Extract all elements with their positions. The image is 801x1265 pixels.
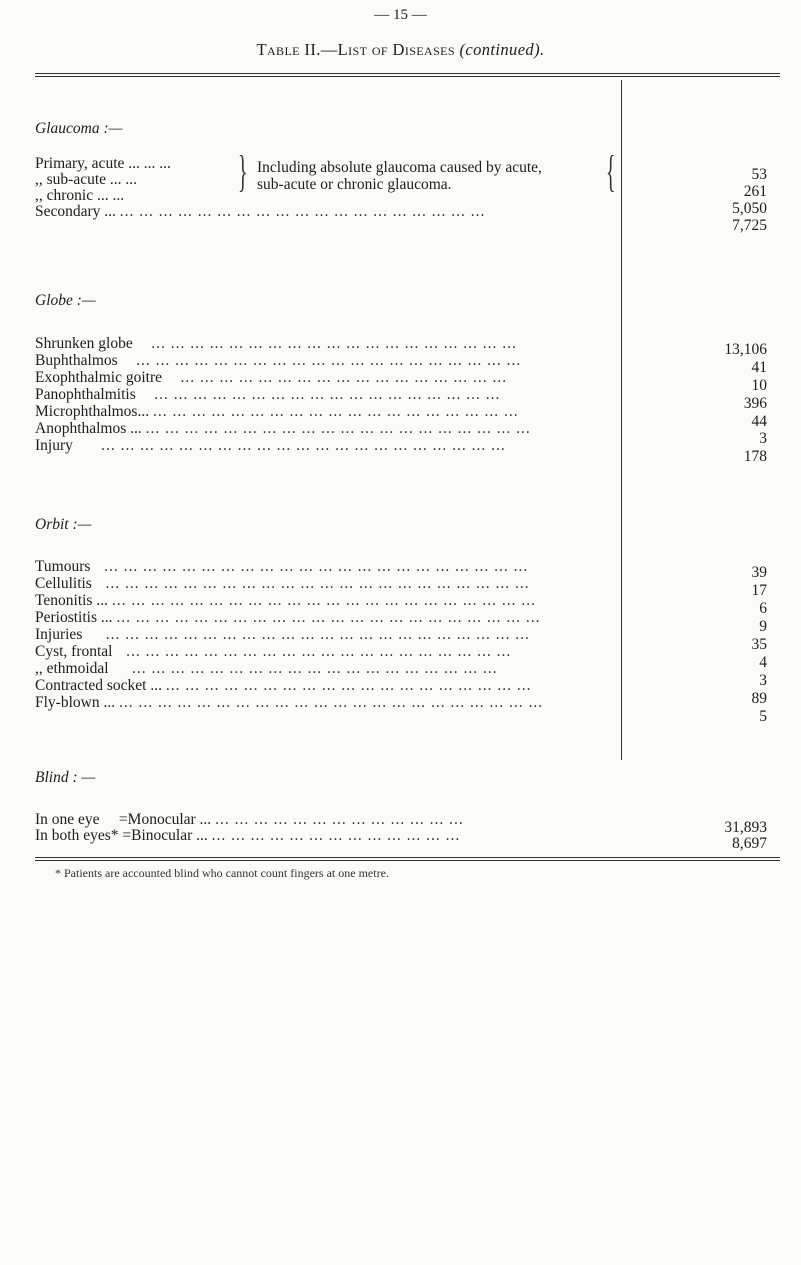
row-label: Anophthalmos ... [35,420,142,437]
row-value: 31,893 [724,819,767,836]
row-value: 6 [759,600,767,617]
row-value: 10 [751,377,767,394]
row-label: In one eye =Monocular ... [35,811,212,828]
row-label: Cyst, frontal [35,643,113,660]
section-heading-globe: Globe :— [35,292,96,309]
table-row: Injuries ... ... ... ... ... ... ... ... ... ... ... ... ... ... ... ... ... ... ... ... ... ... [35,626,530,643]
table-row: Anophthalmos ... ... ... ... ... ... ... ... ... ... ... ... ... ... ... ... ... ... ... ... ... [35,420,531,437]
footnote: * Patients are accounted blind who cannot count fingers at one metre. [55,866,389,880]
title-suffix: (continued). [459,40,545,59]
row-value: 89 [751,690,767,707]
row-label: Microphthalmos... [35,403,150,420]
table-row: In one eye =Monocular ... ... ... ... ... ... ... ... ... ... ... ... ... ... [35,811,464,828]
row-label: Shrunken globe [35,335,133,352]
row-label: Contracted socket ... [35,677,162,694]
row-value: 5,050 [732,200,767,217]
top-rule [35,73,780,74]
table-row: Tumours ... ... ... ... ... ... ... ... ... ... ... ... ... ... ... ... ... ... ... ... ... ... [35,558,529,575]
section-heading-glaucoma: Glaucoma :— [35,120,123,137]
bottom-rule-1 [35,857,780,858]
row-label: ,, chronic ... ... [35,187,125,204]
bottom-rule-2 [35,860,780,861]
table-row: In both eyes* =Binocular ... ... ... ... ... ... ... ... ... ... ... ... ... ... [35,827,461,844]
row-label: Secondary ... [35,203,116,220]
row-label: Buphthalmos [35,352,118,369]
row-value: 13,106 [724,341,767,358]
top-rule-2 [35,76,780,77]
row-value: 41 [751,359,767,376]
row-value: 35 [751,636,767,653]
table-row: Secondary ... ... ... ... ... ... ... ... ... ... ... ... ... ... ... ... ... ... ... ... [35,203,486,220]
row-value: 39 [751,564,767,581]
row-label: Panophthalmitis [35,386,136,403]
row-value: 8,697 [732,835,767,852]
row-label: Exophthalmic goitre [35,369,162,386]
row-value: 9 [759,618,767,635]
section-heading-orbit: Orbit :— [35,516,92,533]
row-label: Injuries [35,626,83,643]
row-value: 17 [751,582,767,599]
row-label: Fly-blown ... [35,694,116,711]
row-label: ,, sub-acute ... ... [35,171,138,188]
row-value: 44 [751,413,767,430]
table-row: Tenonitis ... ... ... ... ... ... ... ... ... ... ... ... ... ... ... ... ... ... ... ... ... ... ... [35,592,536,609]
row-value: 4 [759,654,767,671]
table-title [0,40,801,60]
row-label: ,, ethmoidal [35,660,109,677]
left-brace: } [238,147,248,196]
table-row: Shrunken globe ... ... ... ... ... ... ... ... ... ... ... ... ... ... ... ... ... ... ... [35,335,517,352]
table-row: Injury ... ... ... ... ... ... ... ... ... ... ... ... ... ... ... ... ... ... ... ... ... [35,437,506,454]
right-brace: { [606,147,616,196]
row-value: 396 [743,395,767,412]
table-row: Cellulitis ... ... ... ... ... ... ... ... ... ... ... ... ... ... ... ... ... ... ... ... ... ... [35,575,530,592]
row-label: In both eyes* =Binocular ... [35,827,208,844]
row-value: 53 [751,166,767,183]
row-value: 5 [759,708,767,725]
row-label: Periostitis ... [35,609,113,626]
table-row: Buphthalmos ... ... ... ... ... ... ... ... ... ... ... ... ... ... ... ... ... ... ... ... [35,352,522,369]
row-value: 3 [759,430,767,447]
table-row: Fly-blown ... ... ... ... ... ... ... ... ... ... ... ... ... ... ... ... ... ... ... ... ... ... ... [35,694,544,711]
title-main: List of Diseases [337,40,455,59]
page-number: — 15 — [374,7,427,23]
row-value: 178 [743,448,767,465]
row-value: 3 [759,672,767,689]
table-row: ,, ethmoidal ... ... ... ... ... ... ... ... ... ... ... ... ... ... ... ... ... ... ... [35,660,498,677]
table-row: Cyst, frontal ... ... ... ... ... ... ... ... ... ... ... ... ... ... ... ... ... ... ... ... [35,643,512,660]
row-label: Tumours [35,558,91,575]
title-prefix: Table II.— [256,40,338,59]
row-label: Primary, acute ... ... ... [35,155,171,172]
row-label: Tenonitis ... [35,592,108,609]
table-row: Contracted socket ... ... ... ... ... ... ... ... ... ... ... ... ... ... ... ... ... ... ... ... [35,677,532,694]
row-value: 7,725 [732,217,767,234]
glaucoma-note-line2: sub-acute or chronic glaucoma. [257,176,452,193]
section-heading-blind: Blind : — [35,769,96,786]
row-label: Cellulitis [35,575,92,592]
table-row: Microphthalmos... ... ... ... ... ... ... ... ... ... ... ... ... ... ... ... ... ... ... ... [35,403,519,420]
table-row: Panophthalmitis ... ... ... ... ... ... ... ... ... ... ... ... ... ... ... ... ... ... [35,386,501,403]
row-value: 261 [743,183,767,200]
row-label: Injury [35,437,73,454]
table-row: Periostitis ... ... ... ... ... ... ... ... ... ... ... ... ... ... ... ... ... ... ... ... ... ... ... [35,609,541,626]
table-row: Exophthalmic goitre ... ... ... ... ... ... ... ... ... ... ... ... ... ... ... ... ... [35,369,508,386]
glaucoma-note-line1: Including absolute glaucoma caused by acute, [257,159,542,176]
